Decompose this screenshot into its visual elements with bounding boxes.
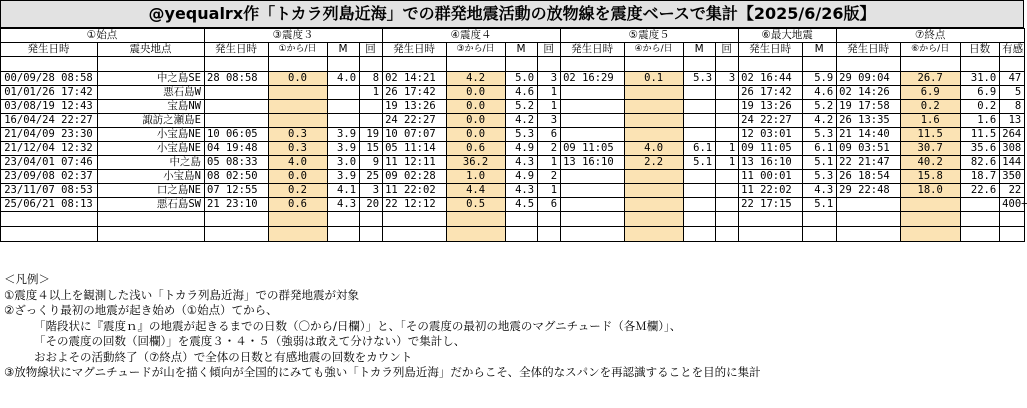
felt-count-cell: 264 [1000,128,1025,142]
shindo3-count-cell: 1 [360,86,383,100]
start-datetime-cell: 23/09/08 02:37 [1,170,98,184]
end-datetime-cell [837,198,901,212]
end-datetime-cell: 29 09:04 [837,72,901,86]
max-datetime-cell: 11 00:01 [739,170,803,184]
shindo4-datetime-cell: 24 22:27 [383,114,447,128]
start-datetime-cell: 25/06/21 08:13 [1,198,98,212]
max-datetime-cell: 24 22:27 [739,114,803,128]
shindo3-days-cell [269,100,328,114]
total-days-cell: 0.2 [961,100,1000,114]
header-count: 回 [716,43,739,57]
max-datetime-cell: 11 22:02 [739,184,803,198]
section-shindo5: ⑤震度５ [561,29,739,43]
end-datetime-cell: 09 03:51 [837,142,901,156]
shindo4-magnitude-cell: 5.0 [506,72,538,86]
shindo4-days-cell: 0.0 [447,100,506,114]
table-row [1,72,1025,86]
shindo3-days-cell [269,114,328,128]
shindo4-count-cell: 3 [538,72,561,86]
table-row [1,184,1025,198]
shindo4-magnitude-cell: 4.3 [506,184,538,198]
shindo4-days-cell: 0.0 [447,86,506,100]
legend [4,272,1020,381]
end-days-cell: 30.7 [901,142,961,156]
felt-count-cell: 350 [1000,170,1025,184]
header-magnitude: M [803,43,837,57]
end-datetime-cell: 21 14:40 [837,128,901,142]
shindo5-days-cell [625,170,684,184]
legend-line: おおよその活動終了（⑦終点）で全体の日数と有感地震の回数をカウント [34,349,413,364]
legend-line: ③放物線状にマグニチュードが山を描く傾向が全国的にみても強い「トカラ列島近海」だからこそ、全体的なスパンを再認識することを目的に集計 [4,365,761,379]
shindo3-days-cell: 0.2 [269,184,328,198]
shindo5-datetime-cell [561,86,625,100]
epicenter-cell: 悪石島W [98,86,205,100]
header-datetime: 発生日時 [383,43,447,57]
header-count: 回 [538,43,561,57]
shindo4-datetime-cell: 19 13:26 [383,100,447,114]
shindo5-count-cell [716,170,739,184]
shindo4-count-cell: 1 [538,100,561,114]
start-datetime-cell: 01/01/26 17:42 [1,86,98,100]
shindo3-count-cell: 3 [360,184,383,198]
total-days-cell: 22.6 [961,184,1000,198]
shindo5-count-cell: 1 [716,156,739,170]
end-days-cell: 26.7 [901,72,961,86]
table-row [1,114,1025,128]
shindo3-count-cell [360,114,383,128]
shindo5-days-cell: 4.0 [625,142,684,156]
shindo4-days-cell: 0.5 [447,198,506,212]
shindo3-days-cell: 4.0 [269,156,328,170]
shindo3-magnitude-cell [328,86,360,100]
shindo5-magnitude-cell: 6.1 [684,142,716,156]
shindo4-count-cell: 6 [538,128,561,142]
shindo4-magnitude-cell: 4.5 [506,198,538,212]
header-days-from-1: ①から/日 [269,43,328,57]
section-start: ①始点 [1,29,205,43]
epicenter-cell: 宝島NW [98,100,205,114]
shindo5-days-cell: 2.2 [625,156,684,170]
shindo5-count-cell [716,100,739,114]
start-datetime-cell: 16/04/24 22:27 [1,114,98,128]
shindo5-count-cell [716,128,739,142]
shindo4-datetime-cell: 09 02:28 [383,170,447,184]
shindo5-magnitude-cell [684,128,716,142]
shindo4-datetime-cell: 10 07:07 [383,128,447,142]
shindo3-datetime-cell: 21 23:10 [205,198,269,212]
shindo3-days-cell: 0.0 [269,170,328,184]
shindo4-days-cell: 0.0 [447,114,506,128]
header-days-from-3: ③から/日 [447,43,506,57]
shindo3-datetime-cell: 07 12:55 [205,184,269,198]
max-datetime-cell: 12 03:01 [739,128,803,142]
total-days-cell: 31.0 [961,72,1000,86]
shindo5-magnitude-cell: 5.1 [684,156,716,170]
shindo4-count-cell: 6 [538,198,561,212]
shindo4-magnitude-cell: 4.9 [506,142,538,156]
shindo4-magnitude-cell: 4.9 [506,170,538,184]
header-felt: 有感 [1000,43,1025,57]
end-days-cell: 40.2 [901,156,961,170]
shindo3-datetime-cell [205,100,269,114]
max-datetime-cell: 22 17:15 [739,198,803,212]
max-datetime-cell: 19 13:26 [739,100,803,114]
shindo5-count-cell [716,198,739,212]
shindo3-datetime-cell: 10 06:05 [205,128,269,142]
shindo3-datetime-cell: 04 19:48 [205,142,269,156]
shindo5-days-cell [625,86,684,100]
shindo5-count-cell [716,114,739,128]
shindo4-count-cell: 1 [538,156,561,170]
shindo4-magnitude-cell: 5.3 [506,128,538,142]
felt-count-cell: 400+ [1000,198,1025,212]
shindo4-days-cell: 0.0 [447,128,506,142]
spacer-row [1,57,1025,72]
shindo4-count-cell: 3 [538,114,561,128]
shindo3-datetime-cell [205,114,269,128]
shindo5-datetime-cell [561,114,625,128]
end-datetime-cell: 02 14:26 [837,86,901,100]
shindo3-days-cell: 0.0 [269,72,328,86]
shindo4-datetime-cell: 11 12:11 [383,156,447,170]
shindo3-days-cell: 0.6 [269,198,328,212]
felt-count-cell: 308 [1000,142,1025,156]
shindo4-days-cell: 4.2 [447,72,506,86]
shindo3-count-cell [360,100,383,114]
epicenter-cell: 諏訪之瀬島E [98,114,205,128]
shindo5-magnitude-cell [684,198,716,212]
epicenter-cell: 小宝島NE [98,142,205,156]
header-days: 日数 [961,43,1000,57]
end-days-cell: 6.9 [901,86,961,100]
spacer-row [1,227,1025,242]
shindo5-datetime-cell [561,184,625,198]
total-days-cell: 35.6 [961,142,1000,156]
end-days-cell: 11.5 [901,128,961,142]
shindo3-days-cell: 0.3 [269,128,328,142]
epicenter-cell: 悪石島SW [98,198,205,212]
legend-heading: ＜凡例＞ [4,272,50,286]
shindo3-datetime-cell [205,86,269,100]
shindo5-count-cell: 3 [716,72,739,86]
shindo5-datetime-cell: 09 11:05 [561,142,625,156]
header-datetime: 発生日時 [1,43,98,57]
page-title: @yequalrx作「トカラ列島近海」での群発地震活動の放物線を震度ベースで集計【2025/6/26版】 [0,0,1024,28]
shindo4-days-cell: 4.4 [447,184,506,198]
shindo3-count-cell: 25 [360,170,383,184]
max-datetime-cell: 13 16:10 [739,156,803,170]
max-magnitude-cell: 4.6 [803,86,837,100]
total-days-cell: 82.6 [961,156,1000,170]
shindo5-magnitude-cell [684,184,716,198]
table-row [1,128,1025,142]
shindo5-datetime-cell [561,128,625,142]
header-magnitude: M [684,43,716,57]
section-shindo3: ③震度３ [205,29,383,43]
shindo4-datetime-cell: 26 17:42 [383,86,447,100]
end-days-cell: 18.0 [901,184,961,198]
start-datetime-cell: 23/11/07 08:53 [1,184,98,198]
max-magnitude-cell: 5.1 [803,198,837,212]
end-datetime-cell: 29 22:48 [837,184,901,198]
shindo3-datetime-cell: 28 08:58 [205,72,269,86]
end-datetime-cell: 26 13:35 [837,114,901,128]
header-magnitude: M [506,43,538,57]
max-magnitude-cell: 4.2 [803,114,837,128]
shindo3-days-cell: 0.3 [269,142,328,156]
max-magnitude-cell: 5.2 [803,100,837,114]
section-max-quake: ⑥最大地震 [739,29,837,43]
epicenter-cell: 中之島 [98,156,205,170]
max-datetime-cell: 26 17:42 [739,86,803,100]
felt-count-cell: 8 [1000,100,1025,114]
end-datetime-cell: 19 17:58 [837,100,901,114]
shindo4-days-cell: 1.0 [447,170,506,184]
shindo5-days-cell [625,184,684,198]
shindo3-magnitude-cell: 4.0 [328,72,360,86]
shindo3-datetime-cell: 05 08:33 [205,156,269,170]
start-datetime-cell: 23/04/01 07:46 [1,156,98,170]
shindo4-magnitude-cell: 4.2 [506,114,538,128]
shindo5-datetime-cell: 13 16:10 [561,156,625,170]
header-datetime: 発生日時 [739,43,803,57]
end-datetime-cell: 22 21:47 [837,156,901,170]
shindo5-magnitude-cell [684,170,716,184]
shindo5-days-cell [625,100,684,114]
shindo4-count-cell: 1 [538,184,561,198]
shindo4-count-cell: 2 [538,170,561,184]
shindo5-count-cell: 1 [716,142,739,156]
section-end: ⑦終点 [837,29,1025,43]
shindo5-magnitude-cell [684,100,716,114]
epicenter-cell: 口之島NE [98,184,205,198]
shindo5-count-cell [716,184,739,198]
felt-count-cell: 5 [1000,86,1025,100]
total-days-cell: 18.7 [961,170,1000,184]
shindo3-datetime-cell: 08 02:50 [205,170,269,184]
total-days-cell: 6.9 [961,86,1000,100]
max-magnitude-cell: 5.9 [803,72,837,86]
legend-line: 「その震度の回数（回欄）」を震度３・４・５（強弱は敢えて分けない）で集計し、 [34,334,466,348]
epicenter-cell: 小宝島NE [98,128,205,142]
shindo5-days-cell: 0.1 [625,72,684,86]
shindo4-days-cell: 36.2 [447,156,506,170]
start-datetime-cell: 21/04/09 23:30 [1,128,98,142]
shindo5-magnitude-cell: 5.3 [684,72,716,86]
max-magnitude-cell: 4.3 [803,184,837,198]
header-datetime: 発生日時 [837,43,901,57]
shindo3-count-cell: 20 [360,198,383,212]
total-days-cell [961,198,1000,212]
end-days-cell [901,198,961,212]
max-magnitude-cell: 5.3 [803,170,837,184]
shindo3-magnitude-cell: 3.9 [328,142,360,156]
table-row [1,100,1025,114]
start-datetime-cell: 21/12/04 12:32 [1,142,98,156]
shindo3-count-cell: 19 [360,128,383,142]
shindo5-days-cell [625,114,684,128]
header-epicenter: 震央地点 [98,43,205,57]
max-datetime-cell: 02 16:44 [739,72,803,86]
max-datetime-cell: 09 11:05 [739,142,803,156]
shindo3-count-cell: 8 [360,72,383,86]
shindo3-days-cell [269,86,328,100]
shindo4-datetime-cell: 22 12:12 [383,198,447,212]
shindo3-magnitude-cell: 3.0 [328,156,360,170]
shindo3-count-cell: 9 [360,156,383,170]
shindo3-count-cell: 15 [360,142,383,156]
shindo5-datetime-cell: 02 16:29 [561,72,625,86]
shindo3-magnitude-cell: 3.9 [328,170,360,184]
header-datetime: 発生日時 [561,43,625,57]
shindo3-magnitude-cell: 3.9 [328,128,360,142]
table-row [1,198,1025,212]
shindo5-magnitude-cell [684,86,716,100]
felt-count-cell: 144 [1000,156,1025,170]
shindo5-days-cell [625,198,684,212]
header-days-from-6: ⑥から/日 [901,43,961,57]
shindo3-magnitude-cell: 4.3 [328,198,360,212]
spacer-row [1,212,1025,227]
header-magnitude: M [328,43,360,57]
total-days-cell: 11.5 [961,128,1000,142]
legend-line: 「階段状に『震度ｎ』の地震が起きるまでの日数（〇から/日欄）」と、「その震度の最初の地震のマグニチュード（各Ｍ欄）」、 [34,318,682,333]
header-days-from-4: ④から/日 [625,43,684,57]
end-days-cell: 0.2 [901,100,961,114]
shindo5-days-cell [625,128,684,142]
shindo4-count-cell: 2 [538,142,561,156]
shindo5-magnitude-cell [684,114,716,128]
legend-line: ②ざっくり最初の地震が起き始め（①始点）てから、 [4,303,278,317]
shindo5-datetime-cell [561,198,625,212]
shindo3-magnitude-cell [328,100,360,114]
header-datetime: 発生日時 [205,43,269,57]
shindo4-datetime-cell: 02 14:21 [383,72,447,86]
end-days-cell: 1.6 [901,114,961,128]
end-days-cell: 15.8 [901,170,961,184]
max-magnitude-cell: 6.1 [803,142,837,156]
shindo4-magnitude-cell: 4.3 [506,156,538,170]
table-row [1,86,1025,100]
max-magnitude-cell: 5.1 [803,156,837,170]
felt-count-cell: 13 [1000,114,1025,128]
epicenter-cell: 中之島SE [98,72,205,86]
table-row [1,170,1025,184]
earthquake-table [0,28,1025,242]
shindo4-datetime-cell: 05 11:14 [383,142,447,156]
section-shindo4: ④震度４ [383,29,561,43]
start-datetime-cell: 00/09/28 08:58 [1,72,98,86]
felt-count-cell: 22 [1000,184,1025,198]
shindo3-magnitude-cell: 4.1 [328,184,360,198]
shindo3-magnitude-cell [328,114,360,128]
max-magnitude-cell: 5.3 [803,128,837,142]
table-row [1,142,1025,156]
shindo5-count-cell [716,86,739,100]
shindo4-datetime-cell: 11 22:02 [383,184,447,198]
felt-count-cell: 47 [1000,72,1025,86]
shindo4-count-cell: 1 [538,86,561,100]
legend-line: ①震度４以上を観測した浅い「トカラ列島近海」での群発地震が対象 [4,287,359,302]
header-count: 回 [360,43,383,57]
shindo4-magnitude-cell: 5.2 [506,100,538,114]
start-datetime-cell: 03/08/19 12:43 [1,100,98,114]
total-days-cell: 1.6 [961,114,1000,128]
end-datetime-cell: 26 18:54 [837,170,901,184]
shindo5-datetime-cell [561,100,625,114]
shindo4-days-cell: 0.6 [447,142,506,156]
table-row [1,156,1025,170]
epicenter-cell: 小宝島N [98,170,205,184]
shindo4-magnitude-cell: 4.6 [506,86,538,100]
shindo5-datetime-cell [561,170,625,184]
